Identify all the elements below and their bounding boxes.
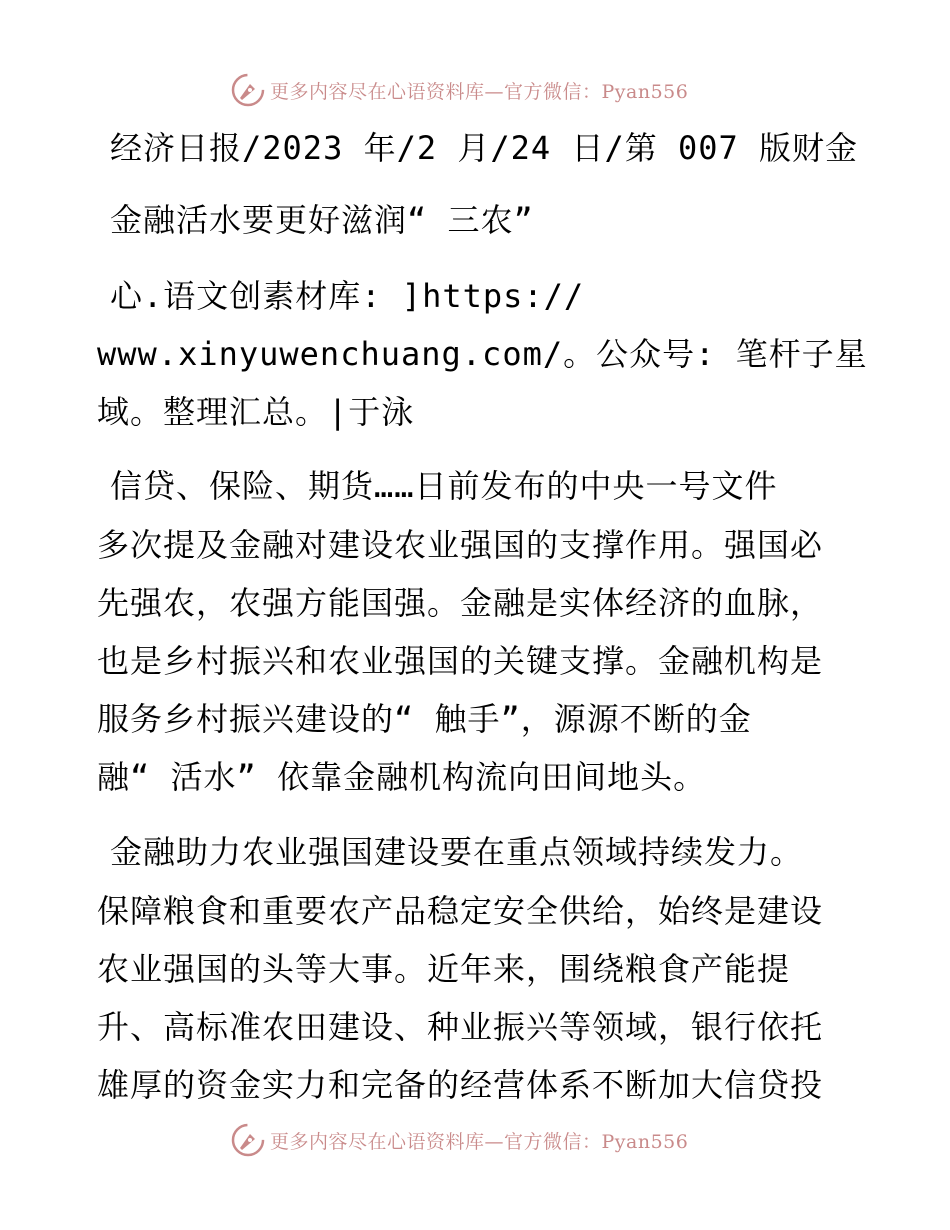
- paragraph-line: 雄厚的资金实力和完备的经营体系不断加大信贷投: [97, 1066, 824, 1104]
- source-line: 经济日报/2023 年/2 月/24 日/第 007 版财金: [110, 129, 859, 167]
- pen-nib-logo-icon: [230, 1122, 266, 1158]
- article-title: 金融活水要更好滋润“ 三农”: [110, 201, 534, 239]
- credit-line: 域。整理汇总。|于泳: [97, 393, 415, 431]
- credit-line: 心.语文创素材库: ]https://: [110, 277, 585, 315]
- paragraph-line: 农业强国的头等大事。近年来，围绕粮食产能提: [97, 950, 791, 988]
- paragraph-line: 金融助力农业强国建设要在重点领域持续发力。: [110, 833, 804, 871]
- paragraph-line: 融“ 活水” 依靠金融机构流向田间地头。: [97, 758, 707, 796]
- watermark-banner-top: [230, 70, 710, 110]
- paragraph-line: 也是乡村振兴和农业强国的关键支撑。金融机构是: [97, 642, 824, 680]
- watermark-text: 更多内容尽在心语资料库—官方微信：Pyan556: [270, 80, 689, 103]
- paragraph-line: 保障粮食和重要农产品稳定安全供给，始终是建设: [97, 892, 824, 930]
- watermark-banner-bottom: [230, 1120, 710, 1160]
- paragraph-line: 先强农，农强方能国强。金融是实体经济的血脉，: [97, 584, 824, 622]
- paragraph-line: 升、高标准农田建设、种业振兴等领域，银行依托: [97, 1008, 824, 1046]
- watermark-text: 更多内容尽在心语资料库—官方微信：Pyan556: [270, 1130, 689, 1153]
- paragraph-line: 服务乡村振兴建设的“ 触手”，源源不断的金: [97, 700, 752, 738]
- paragraph-line: 多次提及金融对建设农业强国的支撑作用。强国必: [97, 526, 824, 564]
- credit-line: www.xinyuwenchuang.com/。公众号: 笔杆子星: [97, 335, 868, 373]
- paragraph-line: 信贷、保险、期货……日前发布的中央一号文件: [110, 467, 778, 505]
- pen-nib-logo-icon: [230, 72, 266, 108]
